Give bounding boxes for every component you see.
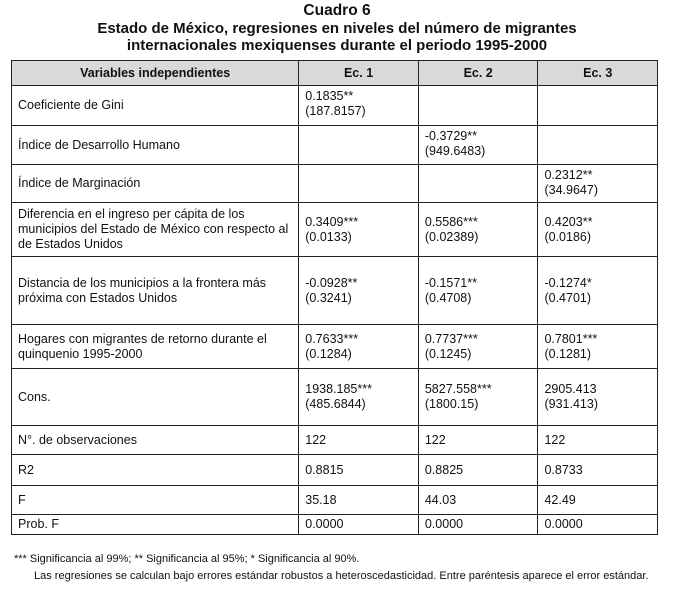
- cell-ec2: [418, 165, 538, 203]
- table-row: [12, 126, 658, 165]
- row-label: Índice de Marginación: [12, 165, 299, 203]
- coef: 2905.413: [544, 382, 597, 396]
- std-error: (931.413): [544, 397, 598, 411]
- cell-ec2: 0.8825: [418, 455, 538, 486]
- cell-ec3: [538, 203, 658, 257]
- table-row: [12, 86, 658, 126]
- row-label: Distancia de los municipios a la frontera más próxima con Estados Unidos: [12, 257, 299, 325]
- regression-table: [11, 60, 658, 535]
- table-caption: [0, 0, 674, 54]
- std-error: (0.4708): [424, 290, 472, 305]
- cell-ec3: 0.0000: [538, 515, 658, 535]
- cell-ec1: [299, 325, 419, 369]
- cell-ec1: 0.0000: [299, 515, 419, 535]
- table-row: [12, 165, 658, 203]
- coef: 5827.558***: [424, 382, 492, 396]
- cell-ec1: 35.18: [299, 486, 419, 515]
- cell-ec1: [299, 369, 419, 426]
- table-row: [12, 455, 658, 486]
- cell-ec2: 0.0000: [418, 515, 538, 535]
- cell-ec2: 122: [418, 426, 538, 455]
- std-error: (0.0186): [544, 229, 592, 244]
- cell-ec1: 0.8815: [299, 455, 419, 486]
- coef: -0.3729**: [424, 129, 477, 143]
- row-label: R2: [12, 455, 299, 486]
- cell-ec3: [538, 86, 658, 126]
- cell-ec3: [538, 126, 658, 165]
- cell-ec3: [538, 165, 658, 203]
- std-error: (0.0133): [305, 229, 352, 244]
- cell-ec1: [299, 203, 419, 257]
- cell-ec2: 44.03: [418, 486, 538, 515]
- table-row: [12, 257, 658, 325]
- std-error: (0.1284): [305, 346, 352, 361]
- std-error: (0.1281): [544, 346, 592, 361]
- std-error: (485.6844): [305, 397, 366, 411]
- table-row: [12, 515, 658, 535]
- cell-ec2: [418, 325, 538, 369]
- std-error: (0.1245): [424, 346, 472, 361]
- cell-ec3: [538, 325, 658, 369]
- header-ec3: Ec. 3: [538, 61, 658, 86]
- std-error: (0.4701): [544, 290, 592, 305]
- methodology-note: Las regresiones se calculan bajo errores estándar robustos a heteroscedasticidad. Entre paréntesis aparece el error estándar.: [34, 570, 649, 582]
- cell-ec3: [538, 257, 658, 325]
- coef: 0.7737***: [424, 331, 478, 346]
- row-label: Cons.: [12, 369, 299, 426]
- table-row: [12, 426, 658, 455]
- header-ec2: Ec. 2: [418, 61, 538, 86]
- cell-ec3: 122: [538, 426, 658, 455]
- cell-ec1: [299, 126, 419, 165]
- cell-ec2: [418, 369, 538, 426]
- coef: 0.1835**: [305, 89, 354, 103]
- header-row: [12, 61, 658, 86]
- std-error: (949.6483): [424, 144, 486, 158]
- cell-ec2: [418, 257, 538, 325]
- coef: 0.7801***: [544, 331, 598, 346]
- table-title: Cuadro 6: [303, 2, 371, 19]
- row-label: N°. de observaciones: [12, 426, 299, 455]
- coef: 0.4203**: [544, 214, 593, 229]
- table-row: [12, 203, 658, 257]
- cell-ec3: 42.49: [538, 486, 658, 515]
- table-subtitle-line1: Estado de México, regresiones en niveles del número de migrantes: [97, 20, 577, 37]
- std-error: (34.9647): [544, 183, 598, 197]
- coef: 0.7633***: [305, 331, 359, 346]
- cell-ec2: [418, 203, 538, 257]
- std-error: (1800.15): [424, 397, 479, 411]
- row-label: Prob. F: [12, 515, 299, 535]
- cell-ec1: 122: [299, 426, 419, 455]
- table-row: [12, 325, 658, 369]
- std-error: (0.3241): [305, 290, 352, 305]
- coef: 0.5586***: [424, 214, 478, 229]
- cell-ec2: [418, 126, 538, 165]
- header-variables: Variables independientes: [12, 61, 299, 86]
- row-label: Índice de Desarrollo Humano: [12, 126, 299, 165]
- row-label: Diferencia en el ingreso per cápita de los municipios del Estado de México con respecto al de Estados Unidos: [12, 203, 299, 257]
- row-label: Hogares con migrantes de retorno durante el quinquenio 1995-2000: [12, 325, 299, 369]
- coef: -0.0928**: [305, 275, 358, 290]
- coef: 0.2312**: [544, 168, 593, 182]
- table-row: [12, 369, 658, 426]
- coef: -0.1274*: [544, 275, 592, 290]
- significance-note: *** Significancia al 99%; ** Significancia al 95%; * Significancia al 90%.: [14, 553, 360, 565]
- std-error: (0.02389): [424, 229, 479, 244]
- cell-ec3: 0.8733: [538, 455, 658, 486]
- row-label: Coeficiente de Gini: [12, 86, 299, 126]
- table-row: [12, 486, 658, 515]
- coef: 1938.185***: [305, 382, 372, 396]
- header-ec1: Ec. 1: [299, 61, 419, 86]
- coef: -0.1571**: [424, 275, 477, 290]
- cell-ec1: [299, 86, 419, 126]
- coef: 0.3409***: [305, 214, 359, 229]
- row-label: F: [12, 486, 299, 515]
- table-subtitle-line2: internacionales mexiquenses durante el periodo 1995-2000: [126, 37, 548, 54]
- cell-ec3: [538, 369, 658, 426]
- cell-ec1: [299, 257, 419, 325]
- cell-ec2: [418, 86, 538, 126]
- cell-ec1: [299, 165, 419, 203]
- std-error: (187.8157): [305, 104, 366, 118]
- table-footnotes: [14, 553, 664, 583]
